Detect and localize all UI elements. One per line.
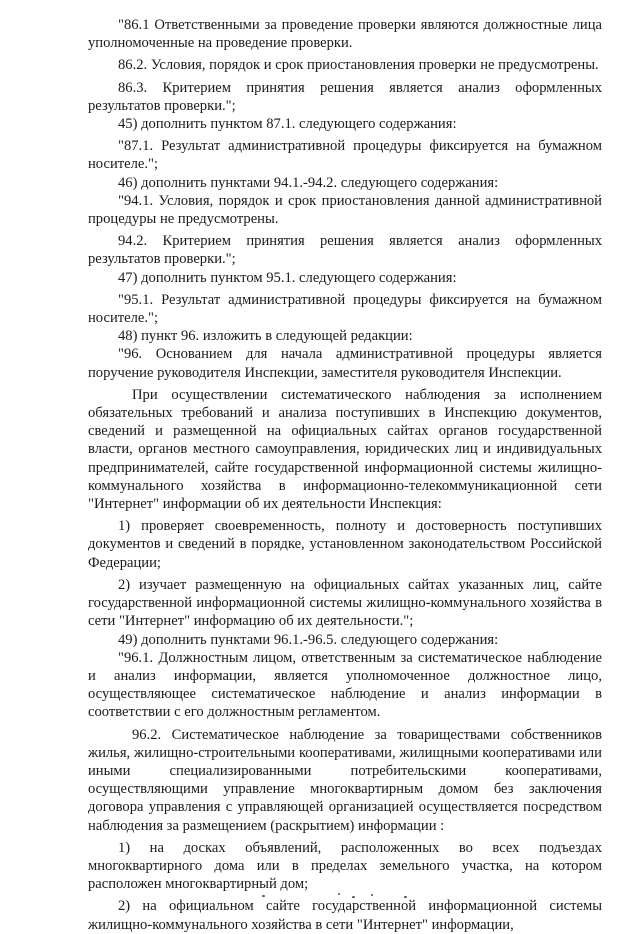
scan-speck <box>262 895 265 897</box>
amendment-45: 45) дополнить пунктом 87.1. следующего содержания: <box>118 116 457 133</box>
paragraph-96-intro: При осуществлении систематического наблюдения за исполнением обязательных требований и анализа поступивших в Инспекцию документов, сведений и размещенной на официальных сайтах органов государственной власти, органов местного самоуправления, юридических лиц и индивидуальных предпринимателей, сайте государственной информационной системы жилищно-коммунального хозяйства в информационно-телекоммуникационной сети "Интернет" информации об их деятельности Инспекция: <box>88 386 602 513</box>
paragraph-96-1: "96.1. Должностным лицом, ответственным за систематическое наблюдение и анализ информации, является уполномоченное должностное лицо, осуществляющее систематическое наблюдение и анализ информации в соответствии с его должностным регламентом. <box>88 649 602 721</box>
paragraph-94-1: "94.1. Условия, порядок и срок приостановления данной административной процедуры не предусмотрены. <box>88 192 602 228</box>
paragraph-87-1: "87.1. Результат административной процедуры фиксируется на бумажном носителе."; <box>88 138 602 173</box>
document-body <box>88 16 602 934</box>
scan-speck <box>338 893 340 895</box>
paragraph-96-2: 96.2. Систематическое наблюдение за товариществами собственников жилья, жилищно-строительными кооперативами, жилищными кооперативами или иными специализированными потребительскими кооперативами, осуществляющими управление многоквартирным домом без заключения договора управления с управляющей организацией осуществляется посредством наблюдения за размещением (раскрытием) информации : <box>88 726 602 834</box>
paragraph-96-2-item-1: 1) на досках объявлений, расположенных во всех подъездах многоквартирного дома или в пределах земельного участка, на котором расположен многоквартирный дом; <box>88 839 602 893</box>
paragraph-96-2-item-2: 2) на официальном сайте государственной информационной системы жилищно-коммунального хозяйства в сети "Интернет" информации, <box>88 898 602 933</box>
scan-speck <box>352 896 355 898</box>
paragraph-86-3: 86.3. Критерием принятия решения является анализ оформленных результатов проверки."; <box>88 79 602 114</box>
amendment-48: 48) пункт 96. изложить в следующей редакции: <box>118 328 413 345</box>
amendment-47: 47) дополнить пунктом 95.1. следующего содержания: <box>118 269 457 286</box>
scan-speck <box>371 894 373 896</box>
paragraph-86-2: 86.2. Условия, порядок и срок приостановления проверки не предусмотрены. <box>118 57 599 74</box>
paragraph-94-2: 94.2. Критерием принятия решения является анализ оформленных результатов проверки."; <box>88 233 602 268</box>
paragraph-96-item-2: 2) изучает размещенную на официальных сайтах указанных лиц, сайте государственной информационной системы жилищно-коммунального хозяйства в сети "Интернет" информацию об их деятельности."; <box>88 576 602 630</box>
paragraph-96: "96. Основанием для начала административной процедуры является поручение руководителя Инспекции, заместителя руководителя Инспекции. <box>88 346 602 381</box>
paragraph-86-1: "86.1 Ответственными за проведение проверки являются должностные лица уполномоченные на проведение проверки. <box>88 17 602 52</box>
paragraph-95-1: "95.1. Результат административной процедуры фиксируется на бумажном носителе."; <box>88 291 602 327</box>
paragraph-96-item-1: 1) проверяет своевременность, полноту и достоверность поступивших документов и сведений в порядке, установленном законодательством Российской Федерации; <box>88 518 602 571</box>
scan-speck <box>404 896 407 898</box>
amendment-46: 46) дополнить пунктами 94.1.-94.2. следующего содержания: <box>118 174 499 191</box>
amendment-49: 49) дополнить пунктами 96.1.-96.5. следующего содержания: <box>118 631 499 648</box>
